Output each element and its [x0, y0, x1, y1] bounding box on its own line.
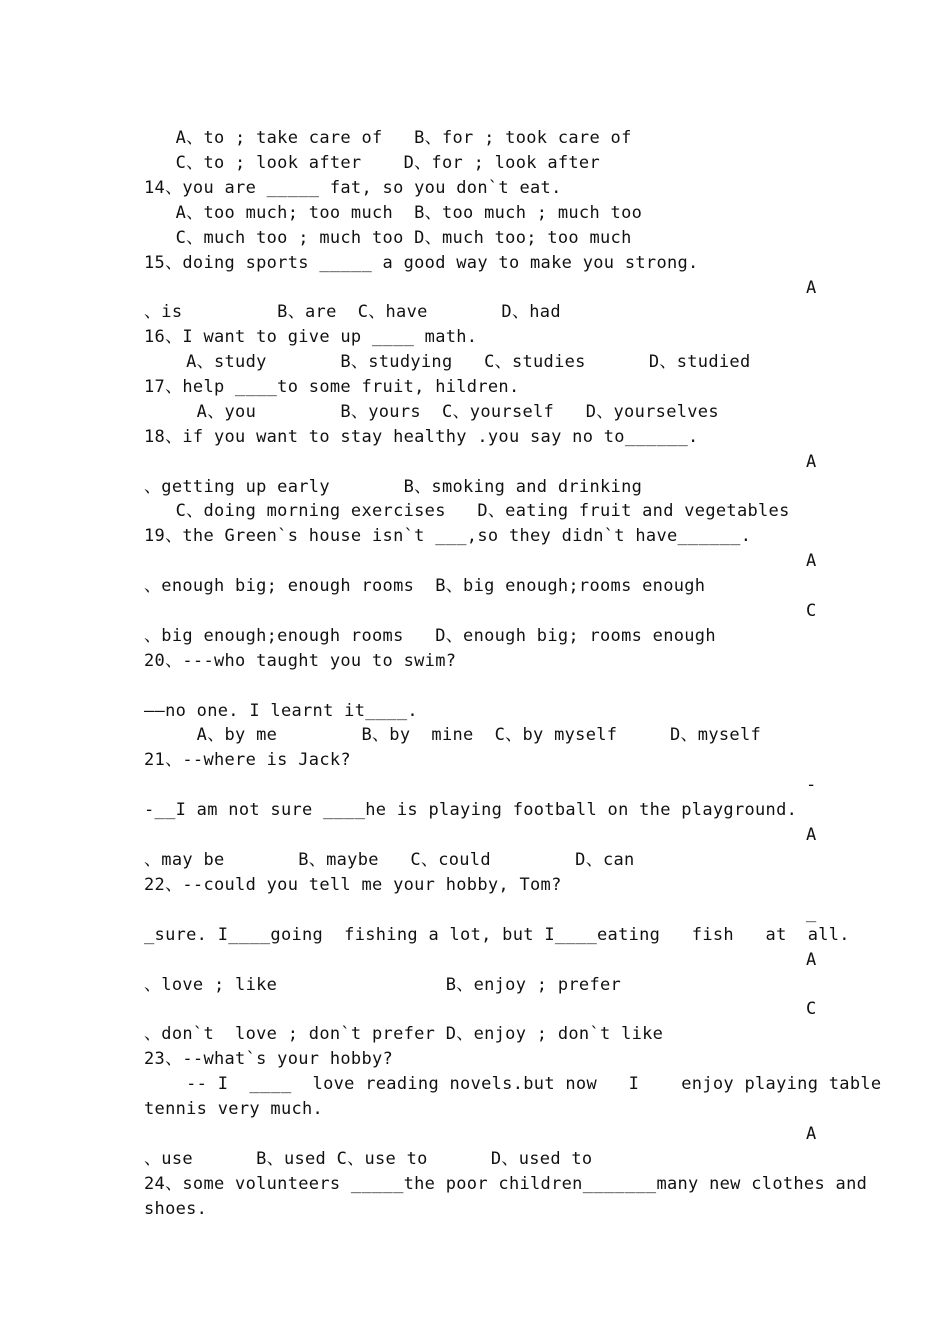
option-line-18ab: 、getting up early B、smoking and drinking — [144, 477, 643, 497]
question-21: 21、--where is Jack? — [144, 750, 351, 770]
option-line-23: 、use B、used C、use to D、used to — [144, 1149, 593, 1169]
option-line-22cd: 、don`t love ; don`t prefer D、enjoy ; don`t like — [144, 1024, 664, 1044]
option-letter-wrap: A — [806, 452, 817, 472]
option-letter-wrap: A — [806, 1124, 817, 1144]
option-line-19cd: 、big enough;enough rooms D、enough big; rooms enough — [144, 626, 716, 646]
question-23-reply: -- I ____ love reading novels.but now I enjoy playing table — [144, 1074, 882, 1094]
question-19: 19、the Green`s house isn`t ___,so they didn`t have______. — [144, 526, 752, 546]
option-line-13cd: C、to ; look after D、for ; look after — [144, 153, 600, 173]
question-18: 18、if you want to stay healthy .you say no to______. — [144, 427, 699, 447]
option-line-16: A、study B、studying C、studies D、studied — [144, 352, 751, 372]
question-22: 22、--could you tell me your hobby, Tom? — [144, 875, 562, 895]
option-letter-wrap: A — [806, 825, 817, 845]
option-line-18cd: C、doing morning exercises D、eating fruit and vegetables — [144, 501, 790, 521]
question-17: 17、help ____to some fruit, hildren. — [144, 377, 520, 397]
option-line-22ab: 、love ; like B、enjoy ; prefer — [144, 975, 622, 995]
question-23-reply-cont: tennis very much. — [144, 1099, 324, 1119]
question-21-reply: -__I am not sure ____he is playing football on the playground. — [144, 800, 798, 820]
question-14: 14、you are _____ fat, so you don`t eat. — [144, 178, 562, 198]
question-24-cont: shoes. — [144, 1199, 208, 1219]
question-22-reply: _sure. I____going fishing a lot, but I____eating fish at all. — [144, 925, 850, 945]
option-letter-wrap: C — [806, 999, 817, 1019]
option-letter-wrap: C — [806, 601, 817, 621]
option-line-13ab: A、to ; take care of B、for ; took care of — [144, 128, 632, 148]
option-line-14cd: C、much too ; much too D、much too; too much — [144, 228, 632, 248]
option-letter-wrap: A — [806, 551, 817, 571]
question-20: 20、---who taught you to swim? — [144, 651, 457, 671]
question-15: 15、doing sports _____ a good way to make you strong. — [144, 253, 699, 273]
question-23: 23、--what`s your hobby? — [144, 1049, 394, 1069]
option-letter-wrap: A — [806, 278, 817, 298]
question-16: 16、I want to give up ____ math. — [144, 327, 478, 347]
option-letter-wrap: A — [806, 950, 817, 970]
dash-wrap: _ — [806, 903, 817, 923]
option-line-17: A、you B、yours C、yourself D、yourselves — [144, 402, 719, 422]
question-24: 24、some volunteers _____the poor children_______many new clothes and — [144, 1174, 868, 1194]
option-line-14ab: A、too much; too much B、too much ; much too — [144, 203, 643, 223]
dash-wrap: - — [806, 775, 817, 795]
option-line-21: 、may be B、maybe C、could D、can — [144, 850, 635, 870]
option-line-20: A、by me B、by mine C、by myself D、myself — [144, 725, 762, 745]
question-20-reply: ——no one. I learnt it____. — [144, 701, 418, 721]
option-line-15: 、is B、are C、have D、had — [144, 302, 561, 322]
option-line-19ab: 、enough big; enough rooms B、big enough;rooms enough — [144, 576, 706, 596]
